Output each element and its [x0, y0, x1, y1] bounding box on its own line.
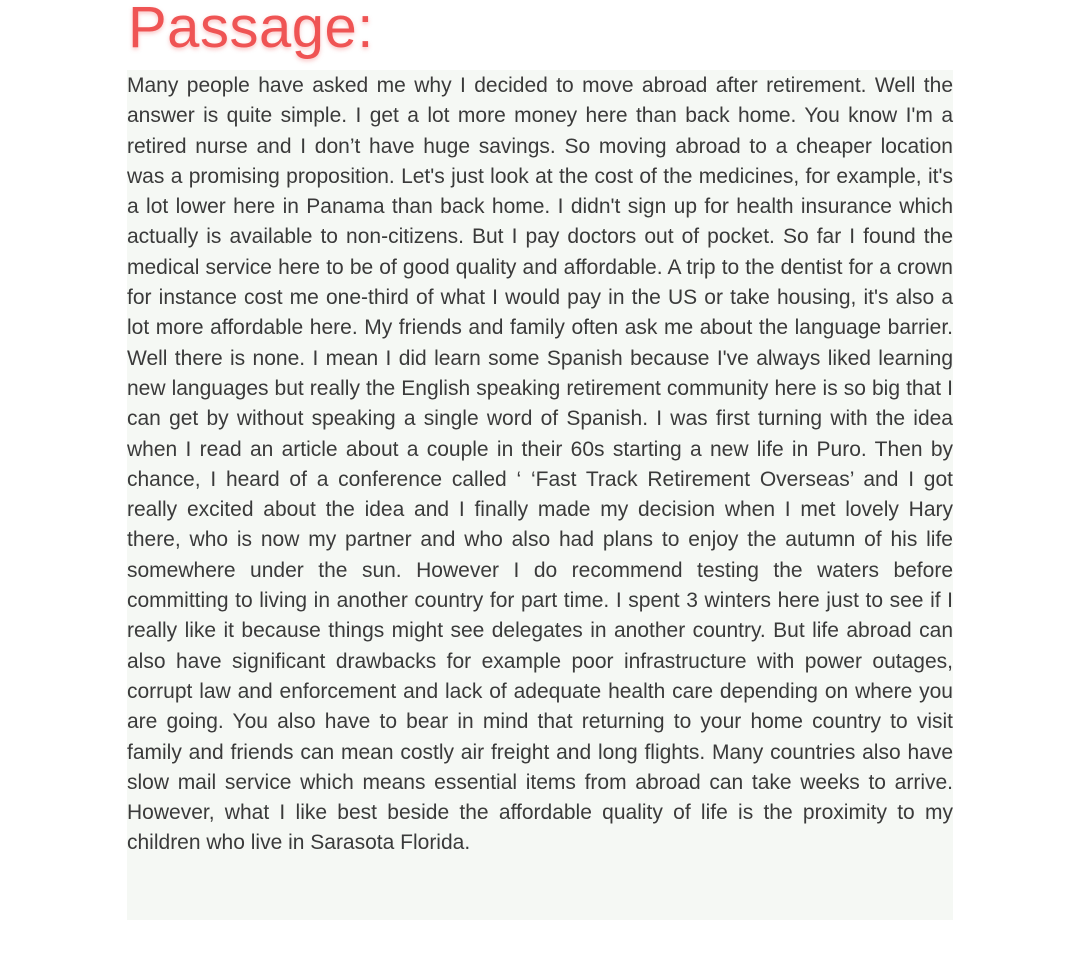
passage-container [127, 70, 953, 920]
passage-heading: Passage: [128, 0, 374, 60]
passage-text: Many people have asked me why I decided to move abroad after retirement. Well the answer is quite simple. I get a lot more money here than back home. You know I'm a retired nurse and I don’t have huge savings. So moving abroad to a cheaper location was a promising proposition. Let's just look at the cost of the medicines, for example, it's a lot lower here in Panama than back home. I didn't sign up for health insurance which actually is available to non-citizens. But I pay doctors out of pocket. So far I found the medical service here to be of good quality and affordable. A trip to the dentist for a crown for instance cost me one-third of what I would pay in the US or take housing, it's also a lot more affordable here. My friends and family often ask me about the language barrier. Well there is none. I mean I did learn some Spanish because I've always liked learning new languages but really the English speaking retirement community here is so big that I can get by without speaking a single word of Spanish. I was first turning with the idea when I read an article about a couple in their 60s starting a new life in Puro. Then by chance, I heard of a conference called ‘ ‘Fast Track Retirement Overseas’ and I got really excited about the idea and I finally made my decision when I met lovely Hary there, who is now my partner and who also had plans to enjoy the autumn of his life somewhere under the sun. However I do recommend testing the waters before committing to living in another country for part time. I spent 3 winters here just to see if I really like it because things might see delegates in another country. But life abroad can also have significant drawbacks for example poor infrastructure with power outages, corrupt law and enforcement and lack of adequate health care depending on where you are going. You also have to bear in mind that returning to your home country to visit family and friends can mean costly air freight and long flights. Many countries also have slow mail service which means essential items from abroad can take weeks to arrive. However, what I like best beside the affordable quality of life is the proximity to my children who live in Sarasota Florida. [127, 74, 953, 855]
